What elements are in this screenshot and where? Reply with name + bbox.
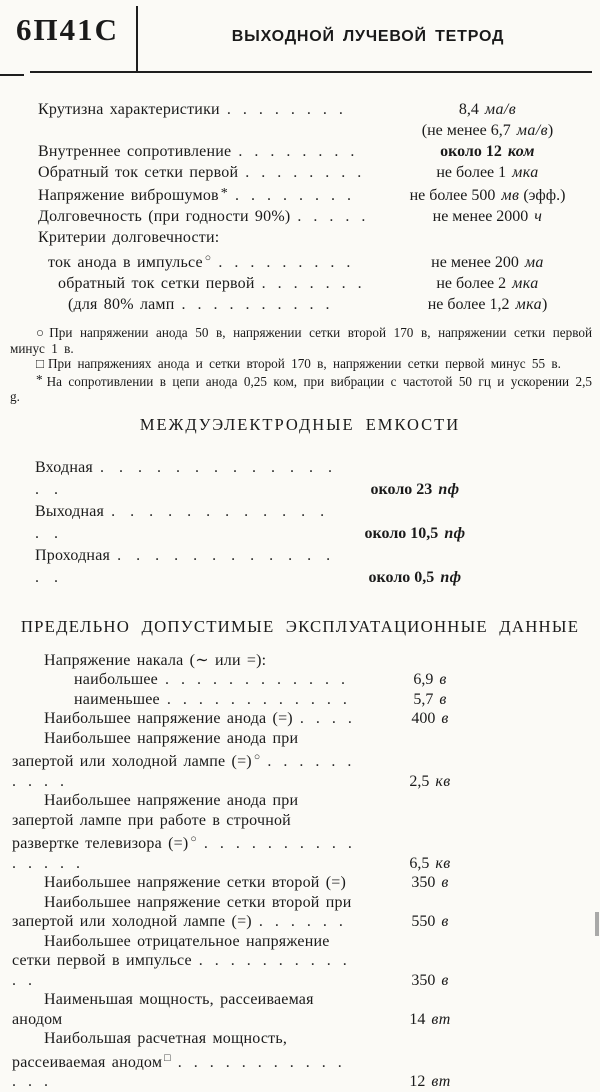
row-label-wrap [58,273,385,294]
row-value [385,294,590,315]
row-label-wrap [12,893,363,932]
value-text: 550 [411,913,436,930]
leader-dots: . . . . . . . . . . [12,753,355,790]
row-value [385,709,475,729]
row-value [340,567,490,589]
value-unit: мка [512,275,539,292]
footnote [10,325,592,356]
value-text: около 10,5 [364,524,439,542]
footnote-marker: □ [36,356,44,371]
leader-dots: . . . . [299,710,355,727]
spec-row [12,651,600,671]
row-label-wrap [48,248,385,273]
row-label: наибольшее [74,671,158,688]
row-label-wrap [35,457,340,501]
value-unit: мка [515,296,542,313]
spec-row [12,690,600,710]
row-value [385,120,590,141]
superscript-marker: ○ [253,752,261,763]
row-label-wrap [35,545,340,589]
row-value [385,1072,475,1092]
spec-row [12,932,600,991]
spec-row [12,729,600,792]
leader-dots: . . . . . . . . . . [181,296,333,313]
row-value [385,772,475,792]
row-value [385,912,475,932]
superscript-marker: □ [164,1052,171,1064]
row-label-wrap [12,791,363,873]
row-value [385,273,590,294]
capacitance-heading: МЕЖДУЭЛЕКТРОДНЫЕ ЕМКОСТИ [139,414,461,434]
capacitance-section [0,457,600,589]
row-value [385,206,590,227]
row-value [385,185,590,206]
leader-dots: . . . . . . . . [238,143,358,160]
page-header [0,0,600,78]
value-unit: кв [435,854,451,872]
row-value [340,523,490,545]
header-rule [30,71,592,73]
superscript-marker: * [220,186,228,201]
value-unit: в [439,671,447,688]
footnote-marker: ○ [36,325,46,340]
row-label-wrap [38,206,385,227]
leader-dots: . . . . . . . . . . . . . . . [35,458,337,498]
spec-row [12,791,600,873]
value-text: не более 500 [409,187,496,204]
value-text: не менее 200 [431,254,519,271]
footnote-marker: * [36,371,43,387]
spec-row [12,893,600,932]
value-text: не более 2 [436,275,507,292]
leader-dots: . . . . . . . . [226,101,346,118]
tube-type-label: 6П41С [16,12,119,47]
value-unit: ком [507,143,535,160]
row-label-wrap [12,990,363,1029]
footnote-text: На сопротивлении в цепи анода 0,25 ком, при вибрации с частотой 50 гц и ускорении 2,5 g. [10,373,592,404]
row-label: Внутреннее сопротивление [38,143,232,160]
value-unit: ма/в [484,101,517,118]
value-text: 12 [409,1073,426,1090]
row-label-wrap [38,141,385,162]
value-text: 8,4 [458,101,479,118]
spec-row [38,120,590,141]
row-label-wrap [68,294,385,315]
leader-dots: . . . . . . . . . . . . [12,952,350,989]
leader-dots: . . . . . [297,208,369,225]
row-value [385,141,590,162]
value-text: 350 [411,874,436,891]
row-label: обратный ток сетки первой [58,275,255,292]
value-unit: вт [431,1010,451,1028]
row-label-wrap [74,690,363,710]
row-label: Напряжение накала (∼ или =): [44,651,267,669]
row-label-wrap [12,1029,363,1092]
row-label-wrap [12,729,363,792]
spec-row [38,294,590,315]
value-unit: мка [512,164,539,181]
value-unit: ч [534,208,543,225]
header-vertical-divider [136,6,138,72]
row-label: Наибольшее напряжение анода при запертой или холодной лампе (=) [12,729,299,770]
spec-row [38,273,590,294]
value-unit: в [441,913,449,930]
spec-row [38,162,590,183]
row-label: Выходная [35,502,105,520]
leader-dots: . . . . . . . . [235,187,354,204]
row-value [385,690,475,710]
value-unit: в [441,971,449,989]
row-value [385,854,475,874]
row-label: Напряжение виброшумов [38,187,219,204]
value-suffix: (эфф.) [519,187,566,204]
leader-dots: . . . . . . . . [245,164,365,181]
value-suffix: ) [541,296,548,313]
footnote-text: При напряжении анода 50 в, напряжении сетки второй 170 в, напряжении сетки первой минус 1 в. [10,325,593,356]
row-label: Наибольшее отрицательное напряжение сетки первой в импульсе [12,932,330,969]
leader-dots: . . . . . . [258,913,346,930]
spec-row [38,248,590,273]
value-text: 350 [411,971,436,989]
spec-row [35,545,490,589]
spec-row [12,670,600,690]
spec-row [38,206,590,227]
header-rule-dash [0,74,24,76]
row-label: Проходная [35,546,111,564]
row-label: Долговечность (при годности 90%) [38,208,291,225]
row-label-wrap [38,162,385,183]
limits-heading: ПРЕДЕЛЬНО ДОПУСТИМЫЕ ЭКСПЛУАТАЦИОННЫЕ ДАННЫЕ [20,616,580,636]
leader-dots: . . . . . . . . . . . . . . [35,546,335,586]
row-value [385,252,590,273]
row-label-wrap [12,709,363,729]
value-text: (не менее 6,7 [421,122,511,139]
value-text: 6,9 [413,671,434,688]
value-text: около 23 [370,480,433,498]
spec-row [35,457,490,501]
value-unit: ма/в [516,122,548,139]
value-text: 14 [409,1010,426,1028]
value-text: не более 1,2 [427,296,510,313]
row-label: Наибольшее напряжение анода при запертой лампе при работе в строчной развертке телевизора (=) [12,792,299,852]
spec-row [38,141,590,162]
value-unit: в [441,874,449,891]
row-value [385,1010,475,1030]
value-unit: мв [501,187,520,204]
spec-row [12,1029,600,1092]
value-unit: в [439,690,447,708]
spec-row [12,873,600,893]
value-text: не более 1 [436,164,507,181]
row-label: Критерии долговечности: [38,229,220,246]
row-label: ток анода в импульсе [48,254,203,271]
leader-dots: . . . . . . . . . . . . [166,690,350,708]
row-label-wrap [38,227,385,248]
row-label-wrap [12,932,363,991]
value-unit: пф [438,480,460,498]
value-unit: вт [431,1073,451,1090]
spec-row [38,183,590,206]
leader-dots: . . . . . . . . . [218,254,354,271]
value-text: не менее 2000 [432,208,529,225]
row-label: Крутизна характеристики [38,101,220,118]
row-label-wrap [35,501,340,545]
row-value [385,971,475,991]
row-label: Наименьшая мощность, рассеиваемая анодом [12,991,314,1028]
superscript-marker: ○ [204,253,212,264]
page-title: ВЫХОДНОЙ ЛУЧЕВОЙ ТЕТРОД [231,28,505,45]
value-text: около 0,5 [368,568,435,586]
value-text: 5,7 [413,690,434,708]
row-value [385,670,475,690]
row-label: (для 80% ламп [68,296,175,313]
row-label-wrap [38,99,385,120]
superscript-marker: ○ [190,834,197,845]
row-label: Обратный ток сетки первой [38,164,239,181]
value-text: около 12 [440,143,502,160]
row-label-wrap [12,873,363,893]
row-label: Наибольшее напряжение сетки второй при запертой или холодной лампе (=) [12,893,352,930]
leader-dots: . . . . . . . . . . . . . . [35,502,329,542]
row-value [340,479,490,501]
leader-dots: . . . . . . . . . . . . . . [12,1053,345,1090]
value-text: 6,5 [409,854,430,872]
row-label: Наибольшее напряжение сетки второй (=) [44,874,347,891]
spec-row [38,99,590,120]
row-label-wrap [12,651,363,671]
row-value [385,873,475,893]
value-text: 400 [411,710,436,727]
value-unit: пф [444,524,466,542]
footnote [10,356,592,372]
value-unit: пф [440,568,462,586]
footnote-text: При напряжениях анода и сетки второй 170 в, напряжении сетки первой минус 55 в. [47,356,561,371]
value-unit: в [441,710,449,727]
row-label-wrap [74,670,363,690]
scan-artifact-mark [595,912,599,936]
spec-row [12,990,600,1029]
row-label: Наибольшая расчетная мощность, рассеиваемая анодом [12,1030,288,1071]
row-value [385,99,590,120]
value-suffix: ) [547,122,554,139]
value-text: 2,5 [409,772,430,790]
spec-row [35,501,490,545]
row-label: Входная [35,458,93,476]
leader-dots: . . . . . . . . . . . . [164,671,348,688]
spec-row [38,227,590,248]
leader-dots: . . . . . . . . . . . . . . . [12,835,355,872]
main-specs-section [0,99,600,315]
row-label-wrap [38,183,385,206]
limits-section [0,651,600,1092]
footnote [10,372,592,405]
spec-row [12,709,600,729]
row-label: наименьшее [74,690,160,708]
footnotes-block [0,325,600,405]
value-unit: кв [435,772,451,790]
value-unit: ма [524,254,544,271]
row-value [385,162,590,183]
row-label: Наибольшее напряжение анода (=) [44,710,293,727]
leader-dots: . . . . . . . [261,275,365,292]
